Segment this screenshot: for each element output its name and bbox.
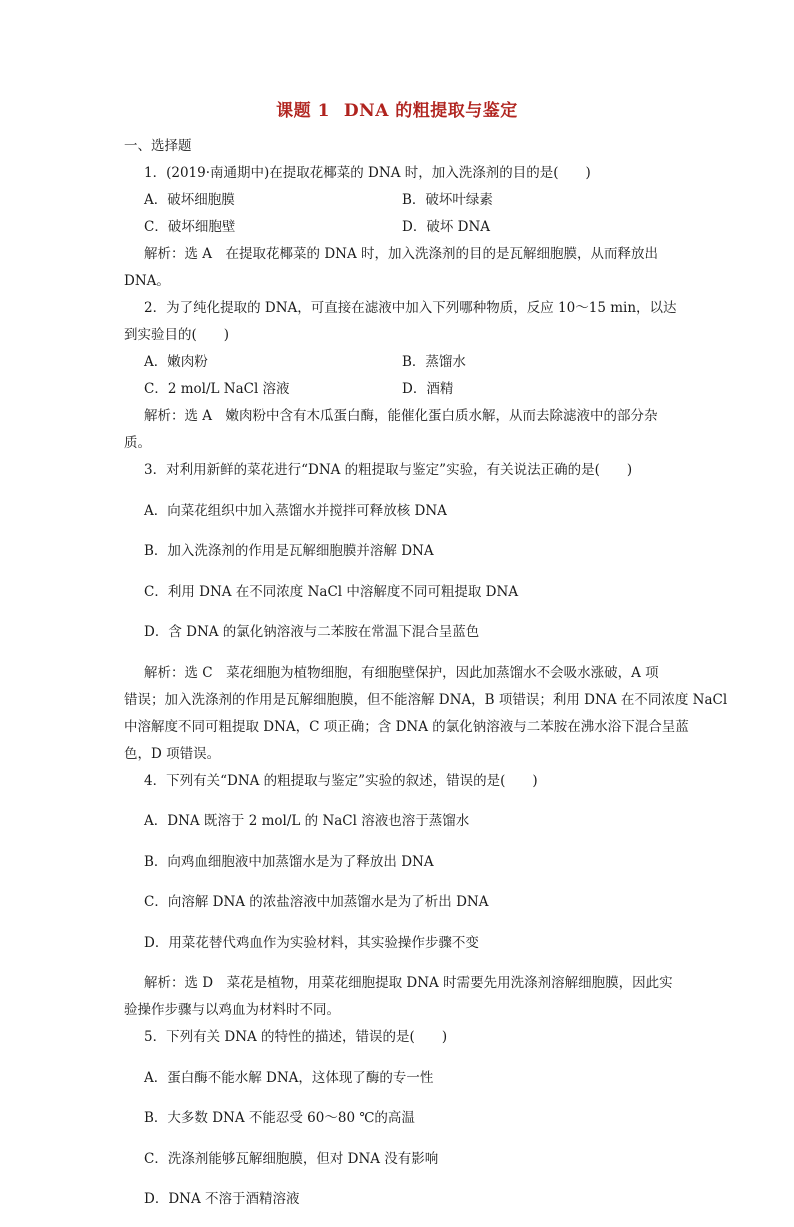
document-title [0, 96, 794, 121]
q1-option-b: B．破坏叶绿素 [402, 192, 493, 208]
q1-option-c: C．破坏细胞壁 [144, 219, 236, 235]
q3-analysis-line-4: 色，D 项错误。 [124, 745, 221, 762]
question-2-stem-line-1: 2．为了纯化提取的 DNA，可直接在滤液中加入下列哪种物质，反应 10～15 min，以达 [144, 300, 677, 316]
question-1-options-row-2 [124, 214, 684, 241]
q2-option-a: A．嫩肉粉 [144, 354, 208, 370]
q1-analysis-line-2: DNA。 [124, 273, 170, 289]
q5-option-a: A．蛋白酶不能水解 DNA，这体现了酶的专一性 [144, 1069, 434, 1086]
q4-analysis-line-2: 验操作步骤与以鸡血为材料时不同。 [124, 1002, 340, 1018]
question-5-stem: 5．下列有关 DNA 的特性的描述，错误的是( ) [144, 1029, 448, 1045]
q3-analysis-line-1: 解析：选 C 菜花细胞为植物细胞，有细胞壁保护，因此加蒸馏水不会吸水涨破，A 项 [144, 664, 659, 681]
question-2-stem-line-2: 到实验目的( ) [124, 327, 230, 343]
q4-option-a: A．DNA 既溶于 2 mol/L 的 NaCl 溶液也溶于蒸馏水 [144, 813, 470, 829]
q5-option-d: D．DNA 不溶于酒精溶液 [144, 1191, 300, 1207]
question-4-stem: 4．下列有关“DNA 的粗提取与鉴定”实验的叙述，错误的是( ) [144, 772, 538, 789]
question-1-options-row-1 [124, 187, 684, 214]
q3-analysis-line-3: 中溶解度不同可粗提取 DNA，C 项正确；含 DNA 的氯化钠溶液与二苯胺在沸水浴下混合呈蓝 [124, 718, 689, 735]
q5-option-b: B．大多数 DNA 不能忍受 60～80 ℃的高温 [144, 1110, 415, 1126]
question-2-options-row-2 [124, 376, 684, 403]
title-lead: 课题 1 [276, 101, 330, 121]
q3-analysis-line-2: 错误；加入洗涤剂的作用是瓦解细胞膜，但不能溶解 DNA，B 项错误；利用 DNA 在不同浓度 NaCl [124, 691, 728, 708]
q3-option-a: A．向菜花组织中加入蒸馏水并搅拌可释放核 DNA [144, 502, 447, 519]
q4-analysis-line-1: 解析：选 D 菜花是植物，用菜花细胞提取 DNA 时需要先用洗涤剂溶解细胞膜，因此实 [144, 975, 673, 991]
question-2-options-row-1 [124, 349, 684, 376]
title-main: DNA 的粗提取与鉴定 [343, 101, 518, 121]
question-list [124, 160, 728, 1227]
q2-analysis-line-1: 解析：选 A 嫩肉粉中含有木瓜蛋白酶，能催化蛋白质水解，从而去除滤液中的部分杂 [144, 408, 658, 424]
q5-option-c: C．洗涤剂能够瓦解细胞膜，但对 DNA 没有影响 [144, 1150, 439, 1167]
q1-analysis-line-1: 解析：选 A 在提取花椰菜的 DNA 时，加入洗涤剂的目的是瓦解细胞膜，从而释放出 [144, 246, 659, 262]
q2-option-d: D．酒精 [402, 381, 454, 397]
q4-option-c: C．向溶解 DNA 的浓盐溶液中加蒸馏水是为了析出 DNA [144, 894, 489, 910]
section-heading: 一、选择题 [124, 138, 192, 154]
q2-analysis-line-2: 质。 [124, 435, 151, 451]
q1-option-d: D．破坏 DNA [402, 219, 491, 235]
question-3-stem: 3．对利用新鲜的菜花进行“DNA 的粗提取与鉴定”实验，有关说法正确的是( ) [144, 462, 633, 478]
q4-option-d: D．用菜花替代鸡血作为实验材料，其实验操作步骤不变 [144, 934, 479, 951]
q3-option-d: D．含 DNA 的氯化钠溶液与二苯胺在常温下混合呈蓝色 [144, 624, 480, 640]
q3-option-b: B．加入洗涤剂的作用是瓦解细胞膜并溶解 DNA [144, 543, 434, 559]
q2-option-b: B．蒸馏水 [402, 354, 466, 370]
q1-option-a: A．破坏细胞膜 [144, 192, 235, 208]
q2-option-c: C．2 mol/L NaCl 溶液 [144, 381, 290, 397]
question-1-stem: 1．(2019·南通期中)在提取花椰菜的 DNA 时，加入洗涤剂的目的是( ) [144, 165, 591, 181]
q4-option-b: B．向鸡血细胞液中加蒸馏水是为了释放出 DNA [144, 853, 434, 870]
q3-option-c: C．利用 DNA 在不同浓度 NaCl 中溶解度不同可粗提取 DNA [144, 583, 519, 600]
